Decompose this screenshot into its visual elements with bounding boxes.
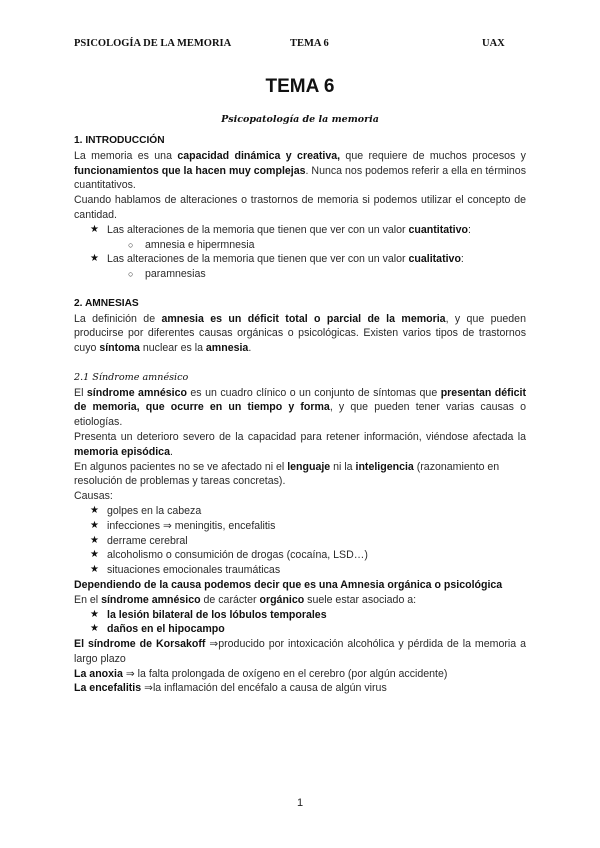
page-subtitle: Psicopatología de la memoria [221,114,379,125]
anoxia-paragraph: La anoxia ⇒ la falta prolongada de oxígeno en el cerebro (por algún accidente) [74,667,448,680]
header-right: UAX [482,38,505,49]
list-item: ★ alcoholismo o consumición de drogas (cocaína, LSD…) [74,548,526,563]
list-item: ★ derrame cerebral [74,534,526,549]
list-item: ★ golpes en la cabeza [74,504,526,519]
intro-paragraph-1: La memoria es una capacidad dinámica y creativa, que requiere de muchos procesos y funcionamientos que la hacen muy complejas. Nunca nos podemos referir a ella en términos cuantitativos. [74,149,526,192]
list-item: ★ Las alteraciones de la memoria que tienen que ver con un valor cualitativo: [74,252,526,267]
syndrome-paragraph-3: En algunos pacientes no se ve afectado ni el lenguaje ni la inteligencia (razonamiento en resolución de problemas y tareas concretas). [74,460,500,488]
header-center: TEMA 6 [290,38,329,49]
syndrome-paragraph-1: El síndrome amnésico es un cuadro clínico o un conjunto de síntomas que presentan déficit de memoria, que ocurre en un tiempo y forma, y que pueden tener varias causas o etiologías. [74,386,527,429]
list-item: ★ infecciones ⇒ meningitis, encefalitis [74,519,526,534]
amnesias-paragraph: La definición de amnesia es un déficit total o parcial de la memoria, y que pueden producirse por diferentes causas orgánicas o psicológicas. Existen varios tipos de trastornos cuyo síntoma nuclear es la amnesia. [74,312,526,355]
document-body [74,134,526,696]
korsakoff-paragraph: El síndrome de Korsakoff ⇒producido por intoxicación alcohólica y pérdida de la memoria a largo plazo [74,638,526,665]
section-heading-intro: 1. INTRODUCCIÓN [74,135,165,146]
header-left: PSICOLOGÍA DE LA MEMORIA [74,38,232,49]
list-item: ★ la lesión bilateral de los lóbulos temporales [74,608,526,623]
subsection-heading: 2.1 Síndrome amnésico [74,371,189,383]
syndrome-paragraph-5: En el síndrome amnésico de carácter orgánico suele estar asociado a: [74,593,417,606]
intro-paragraph-2: Cuando hablamos de alteraciones o trastornos de memoria si podemos utilizar el concepto de cantidad. [74,194,526,221]
sub-list-item: ○ paramnesias [74,267,526,282]
section-heading-amnesias: 2. AMNESIAS [74,297,139,309]
list-item: ★ Las alteraciones de la memoria que tienen que ver con un valor cuantitativo: [74,223,526,238]
encefalitis-paragraph: La encefalitis ⇒la inflamación del encéfalo a causa de algún virus [74,682,387,695]
causes-label: Causas: [74,490,113,503]
sub-list-item: ○ amnesia e hipermnesia [74,238,526,253]
page-number: 1 [296,797,304,809]
list-item: ★ situaciones emocionales traumáticas [74,563,526,578]
list-item: ★ daños en el hipocampo [74,622,526,637]
page-title: TEMA 6 [265,76,335,97]
syndrome-paragraph-2: Presenta un deterioro severo de la capacidad para retener información, viéndose afectada la memoria episódica. [74,430,526,458]
syndrome-paragraph-4: Dependiendo de la causa podemos decir que es una Amnesia orgánica o psicológica [74,578,503,591]
